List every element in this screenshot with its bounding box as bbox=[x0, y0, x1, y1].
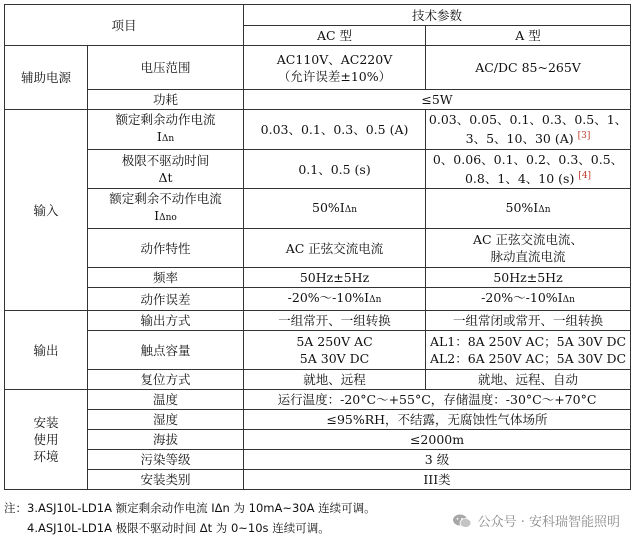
cell-limit-a bbox=[426, 150, 631, 189]
watermark-text: 公众号 · 安科瑞智能照明 bbox=[477, 515, 620, 530]
nonop-a-main: 50%I bbox=[505, 199, 539, 215]
cell-category: III类 bbox=[244, 470, 631, 490]
capacity-a-line2: AL2：6A 250V AC；5A 30V DC bbox=[429, 351, 627, 367]
cell-error-ac bbox=[244, 288, 426, 311]
label-category: 安装类别 bbox=[88, 470, 244, 490]
rated-a-line2-text: 3、5、10、30 (A) bbox=[465, 131, 574, 147]
header-a: A 型 bbox=[426, 26, 631, 46]
wechat-icon bbox=[452, 513, 472, 529]
group-aux: 辅助电源 bbox=[5, 46, 88, 110]
limit-a-line2 bbox=[428, 168, 628, 187]
label-rated bbox=[88, 110, 244, 150]
cell-nonop-ac bbox=[244, 189, 426, 229]
nonop-label-line1: 额定剩余不动作电流 bbox=[109, 191, 222, 207]
character-a-line2: 脉动直流电流 bbox=[490, 249, 566, 265]
env-group-line2: 使用 bbox=[33, 432, 59, 448]
rated-label-sub: Δn bbox=[161, 134, 175, 144]
cell-limit-ac: 0.1、0.5 (s) bbox=[244, 150, 426, 189]
error-ac-main: -20%～-10%I bbox=[287, 290, 370, 306]
cell-character-a bbox=[426, 229, 631, 268]
header-ac: AC 型 bbox=[244, 26, 426, 46]
header-tech: 技术参数 bbox=[244, 5, 631, 26]
spec-table bbox=[4, 4, 631, 490]
cell-rated-a bbox=[426, 110, 631, 150]
cell-pollution: 3 级 bbox=[244, 450, 631, 470]
cell-capacity-a bbox=[426, 331, 631, 370]
capacity-a-line1: AL1：8A 250V AC；5A 30V DC bbox=[429, 334, 627, 350]
voltage-ac-line2: （允许误差±10%） bbox=[277, 68, 392, 84]
label-pollution: 污染等级 bbox=[88, 450, 244, 470]
cell-temp: 运行温度：-20°C～+55°C，存储温度：-30°C～+70°C bbox=[244, 390, 631, 410]
voltage-ac-line1: AC110V、AC220V bbox=[276, 51, 393, 67]
nonop-a-sub: Δn bbox=[538, 204, 551, 215]
nonop-label-main: I bbox=[154, 208, 160, 224]
cell-freq-ac: 50Hz±5Hz bbox=[244, 268, 426, 288]
limit-a-line1: 0、0.06、0.1、0.2、0.3、0.5、 bbox=[432, 152, 624, 167]
watermark bbox=[452, 511, 620, 530]
label-character: 动作特性 bbox=[88, 229, 244, 268]
cell-humidity: ≤95%RH，不结露，无腐蚀性气体场所 bbox=[244, 410, 631, 430]
capacity-ac-line1: 5A 250V AC bbox=[296, 334, 373, 350]
rated-a-line2 bbox=[428, 128, 628, 147]
limit-a-line2-text: 0.8、1、4、10 (s) bbox=[464, 171, 575, 187]
nonop-ac-sub: Δn bbox=[344, 204, 358, 215]
label-humidity: 湿度 bbox=[88, 410, 244, 430]
cell-voltage-ac bbox=[244, 46, 426, 90]
env-group-line1: 安装 bbox=[33, 415, 59, 431]
note-3: 注：3.ASJ10L-LD1A 额定剩余动作电流 IΔn 为 10mA~30A 连续可调。 bbox=[4, 501, 376, 515]
cell-mode-a: 一组常闭或常开、一组转换 bbox=[426, 311, 631, 331]
nonop-label-line2 bbox=[90, 207, 241, 227]
group-env bbox=[5, 390, 88, 490]
cell-capacity-ac bbox=[244, 331, 426, 370]
limit-label-line2: Δt bbox=[158, 170, 173, 186]
note-4: 4.ASJ10L-LD1A 极限不驱动时间 Δt 为 0~10s 连续可调。 bbox=[27, 521, 330, 535]
ref-3-link[interactable]: [3] bbox=[577, 131, 591, 142]
character-a-line1: AC 正弦交流电流、 bbox=[472, 232, 584, 248]
rated-label-main: I bbox=[156, 129, 162, 144]
cell-freq-a: 50Hz±5Hz bbox=[426, 268, 631, 288]
label-reset: 复位方式 bbox=[88, 370, 244, 390]
cell-nonop-a bbox=[426, 189, 631, 229]
rated-a-line1: 0.03、0.05、0.1、0.3、0.5、1、 bbox=[428, 112, 628, 128]
cell-voltage-a: AC/DC 85~265V bbox=[426, 46, 631, 90]
label-voltage: 电压范围 bbox=[88, 46, 244, 90]
label-capacity: 触点容量 bbox=[88, 331, 244, 370]
nonop-ac-main: 50%I bbox=[312, 199, 345, 215]
group-input: 输入 bbox=[5, 110, 88, 311]
label-freq: 频率 bbox=[88, 268, 244, 288]
error-a-sub: Δn bbox=[562, 295, 575, 306]
cell-character-ac: AC 正弦交流电流 bbox=[244, 229, 426, 268]
cell-reset-a: 就地、远程、自动 bbox=[426, 370, 631, 390]
cell-error-a bbox=[426, 288, 631, 311]
error-a-main: -20%～-10%I bbox=[481, 290, 563, 306]
label-temp: 温度 bbox=[88, 390, 244, 410]
cell-reset-ac: 就地、远程 bbox=[244, 370, 426, 390]
label-altitude: 海拔 bbox=[88, 430, 244, 450]
header-item: 项目 bbox=[5, 5, 244, 46]
rated-label-line1: 额定剩余动作电流 bbox=[115, 112, 216, 127]
rated-label-line2 bbox=[90, 128, 241, 148]
ref-4-link[interactable]: [4] bbox=[578, 171, 592, 181]
cell-mode-ac: 一组常开、一组转换 bbox=[244, 311, 426, 331]
label-limit bbox=[88, 150, 244, 189]
label-power: 功耗 bbox=[88, 90, 244, 110]
label-error: 动作误差 bbox=[88, 288, 244, 311]
cell-rated-ac: 0.03、0.1、0.3、0.5 (A) bbox=[244, 110, 426, 150]
label-nonop bbox=[88, 189, 244, 229]
error-ac-sub: Δn bbox=[369, 295, 382, 306]
nonop-label-sub: Δno bbox=[159, 213, 177, 224]
limit-label-line1: 极限不驱动时间 bbox=[121, 153, 210, 169]
cell-power: ≤5W bbox=[244, 90, 631, 110]
label-mode: 输出方式 bbox=[88, 311, 244, 331]
cell-altitude: ≤2000m bbox=[244, 430, 631, 450]
capacity-ac-line2: 5A 30V DC bbox=[299, 351, 370, 367]
group-output: 输出 bbox=[5, 311, 88, 390]
env-group-line3: 环境 bbox=[33, 449, 59, 465]
